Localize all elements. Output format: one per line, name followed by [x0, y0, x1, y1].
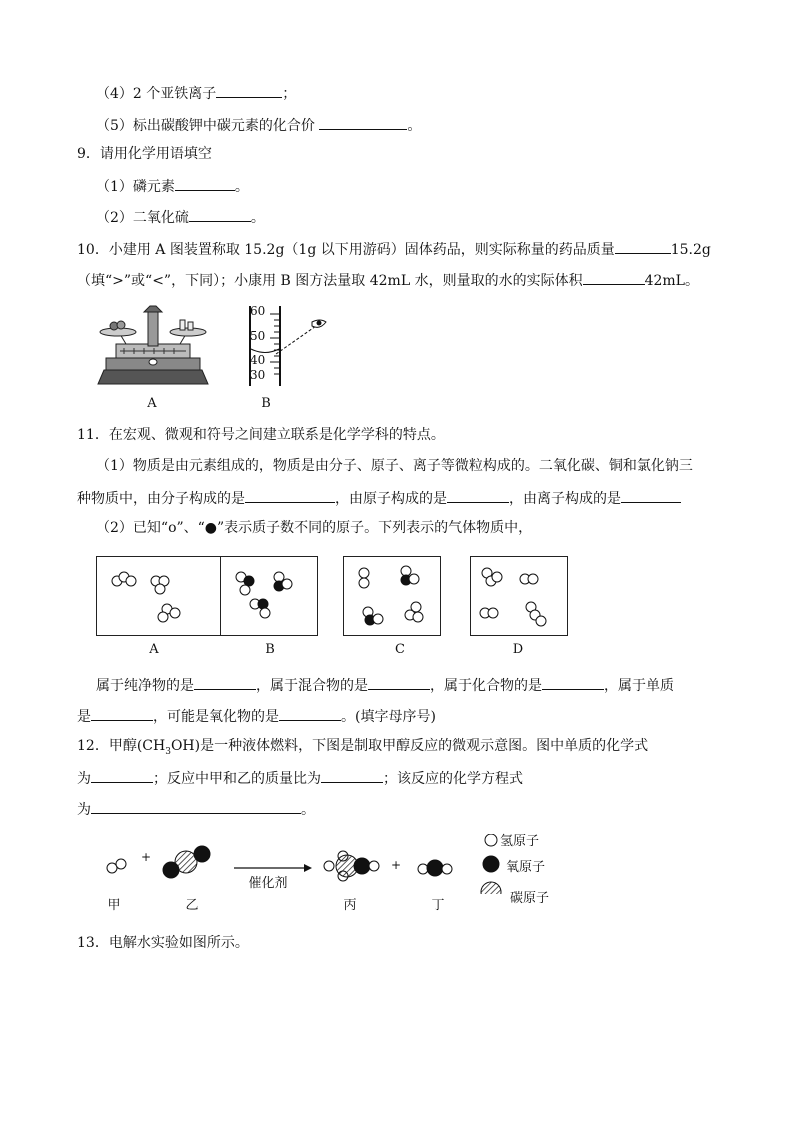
- product-bing-label: 丙: [343, 898, 357, 913]
- q9-item1: （1）磷元素 。: [96, 175, 249, 197]
- molecule-diagram-d: [471, 557, 567, 635]
- answer-blank[interactable]: [175, 175, 235, 191]
- q11-p1-line2: 种物质中，由分子构成的是 ，由原子构成的是 ，由离子构成的是: [77, 487, 681, 509]
- answer-blank[interactable]: [319, 114, 407, 130]
- answer-blank[interactable]: [194, 674, 256, 690]
- box-label-d: D: [512, 642, 524, 657]
- q12-line2: 为 ；反应中甲和乙的质量比为 ；该反应的化学方程式: [77, 767, 523, 789]
- q11-p2: （2）已知“o”、“●”表示质子数不同的原子。下列表示的气体物质中，: [96, 520, 533, 536]
- q9-title: 9．请用化学用语填空: [77, 146, 212, 162]
- box-label-c: C: [395, 642, 405, 657]
- answer-blank[interactable]: [542, 674, 604, 690]
- box-label-a: A: [149, 642, 159, 657]
- cylinder-tick-60: 60: [250, 304, 266, 318]
- catalyst-label: 催化剂: [248, 876, 288, 891]
- molecule-diagram-a: [97, 557, 221, 635]
- answer-blank[interactable]: [615, 238, 671, 254]
- reactant-yi-label: 乙: [185, 898, 199, 913]
- reactant-jia-label: 甲: [107, 898, 121, 913]
- molecule-box-b: [220, 556, 318, 636]
- legend-carbon: 碳原子: [510, 891, 550, 906]
- q10-line2: （填“>”或“<”，下同）；小康用 B 图方法量取 42mL 水，则量取的水的实际体积 42mL。: [77, 269, 699, 291]
- q13-title: 13．电解水实验如图所示。: [77, 935, 249, 951]
- legend-hydrogen: 氢原子: [500, 834, 540, 849]
- answer-blank[interactable]: [279, 705, 341, 721]
- answer-blank[interactable]: [583, 269, 645, 285]
- q8-item4: （4）2 个亚铁离子 ；: [96, 82, 296, 104]
- q11-answer-line1: 属于纯净物的是 ，属于混合物的是 ，属于化合物的是 ，属于单质: [96, 674, 674, 696]
- molecule-diagram-b: [221, 557, 317, 635]
- molecule-box-d: [470, 556, 568, 636]
- q11-title: 11．在宏观、微观和符号之间建立联系是化学学科的特点。: [77, 427, 445, 443]
- cylinder-tick-50: 50: [250, 329, 266, 343]
- answer-blank[interactable]: [245, 487, 335, 503]
- q8-item5: （5）标出碳酸钾中碳元素的化合价 。: [96, 114, 421, 136]
- answer-blank[interactable]: [368, 674, 430, 690]
- q12-line1: 12．甲醇$(CH_3OH)$是一种液体燃料，下图是制取甲醇反应的微观示意图。图中单质的化学式: [77, 738, 649, 757]
- q11-p1-line1: （1）物质是由元素组成的，物质是由分子、原子、离子等微粒构成的。二氧化碳、铜和氯化钠三: [96, 458, 693, 474]
- answer-blank[interactable]: [447, 487, 509, 503]
- plus-sign: +: [140, 850, 152, 864]
- box-label-b: B: [265, 642, 275, 657]
- balance-figure: [94, 304, 212, 388]
- figure-b-label: B: [261, 396, 271, 411]
- cylinder-tick-30: 30: [250, 368, 266, 382]
- q10-line1: 10．小建用 A 图装置称取 15.2g（1g 以下用游码）固体药品，则实际称量的药品质量 15.2g: [77, 238, 711, 260]
- cylinder-tick-40: 40: [250, 353, 266, 367]
- answer-blank[interactable]: [91, 798, 301, 814]
- plus-sign: +: [390, 858, 402, 872]
- answer-blank[interactable]: [621, 487, 681, 503]
- answer-blank[interactable]: [189, 206, 251, 222]
- product-ding-label: 丁: [431, 898, 445, 913]
- molecule-box-a: [96, 556, 222, 636]
- answer-blank[interactable]: [91, 705, 153, 721]
- figure-a-label: A: [147, 396, 157, 411]
- answer-blank[interactable]: [91, 767, 153, 783]
- answer-blank[interactable]: [321, 767, 383, 783]
- q9-item2: （2）二氧化硫 。: [96, 206, 265, 228]
- molecule-box-c: [343, 556, 441, 636]
- q11-answer-line2: 是 ，可能是氧化物的是 。(填字母序号): [77, 705, 436, 727]
- answer-blank[interactable]: [216, 82, 282, 98]
- q12-line3: 为 。: [77, 798, 315, 820]
- molecule-diagram-c: [344, 557, 440, 635]
- reaction-diagram: [96, 834, 566, 894]
- legend-oxygen: 氧原子: [506, 860, 546, 875]
